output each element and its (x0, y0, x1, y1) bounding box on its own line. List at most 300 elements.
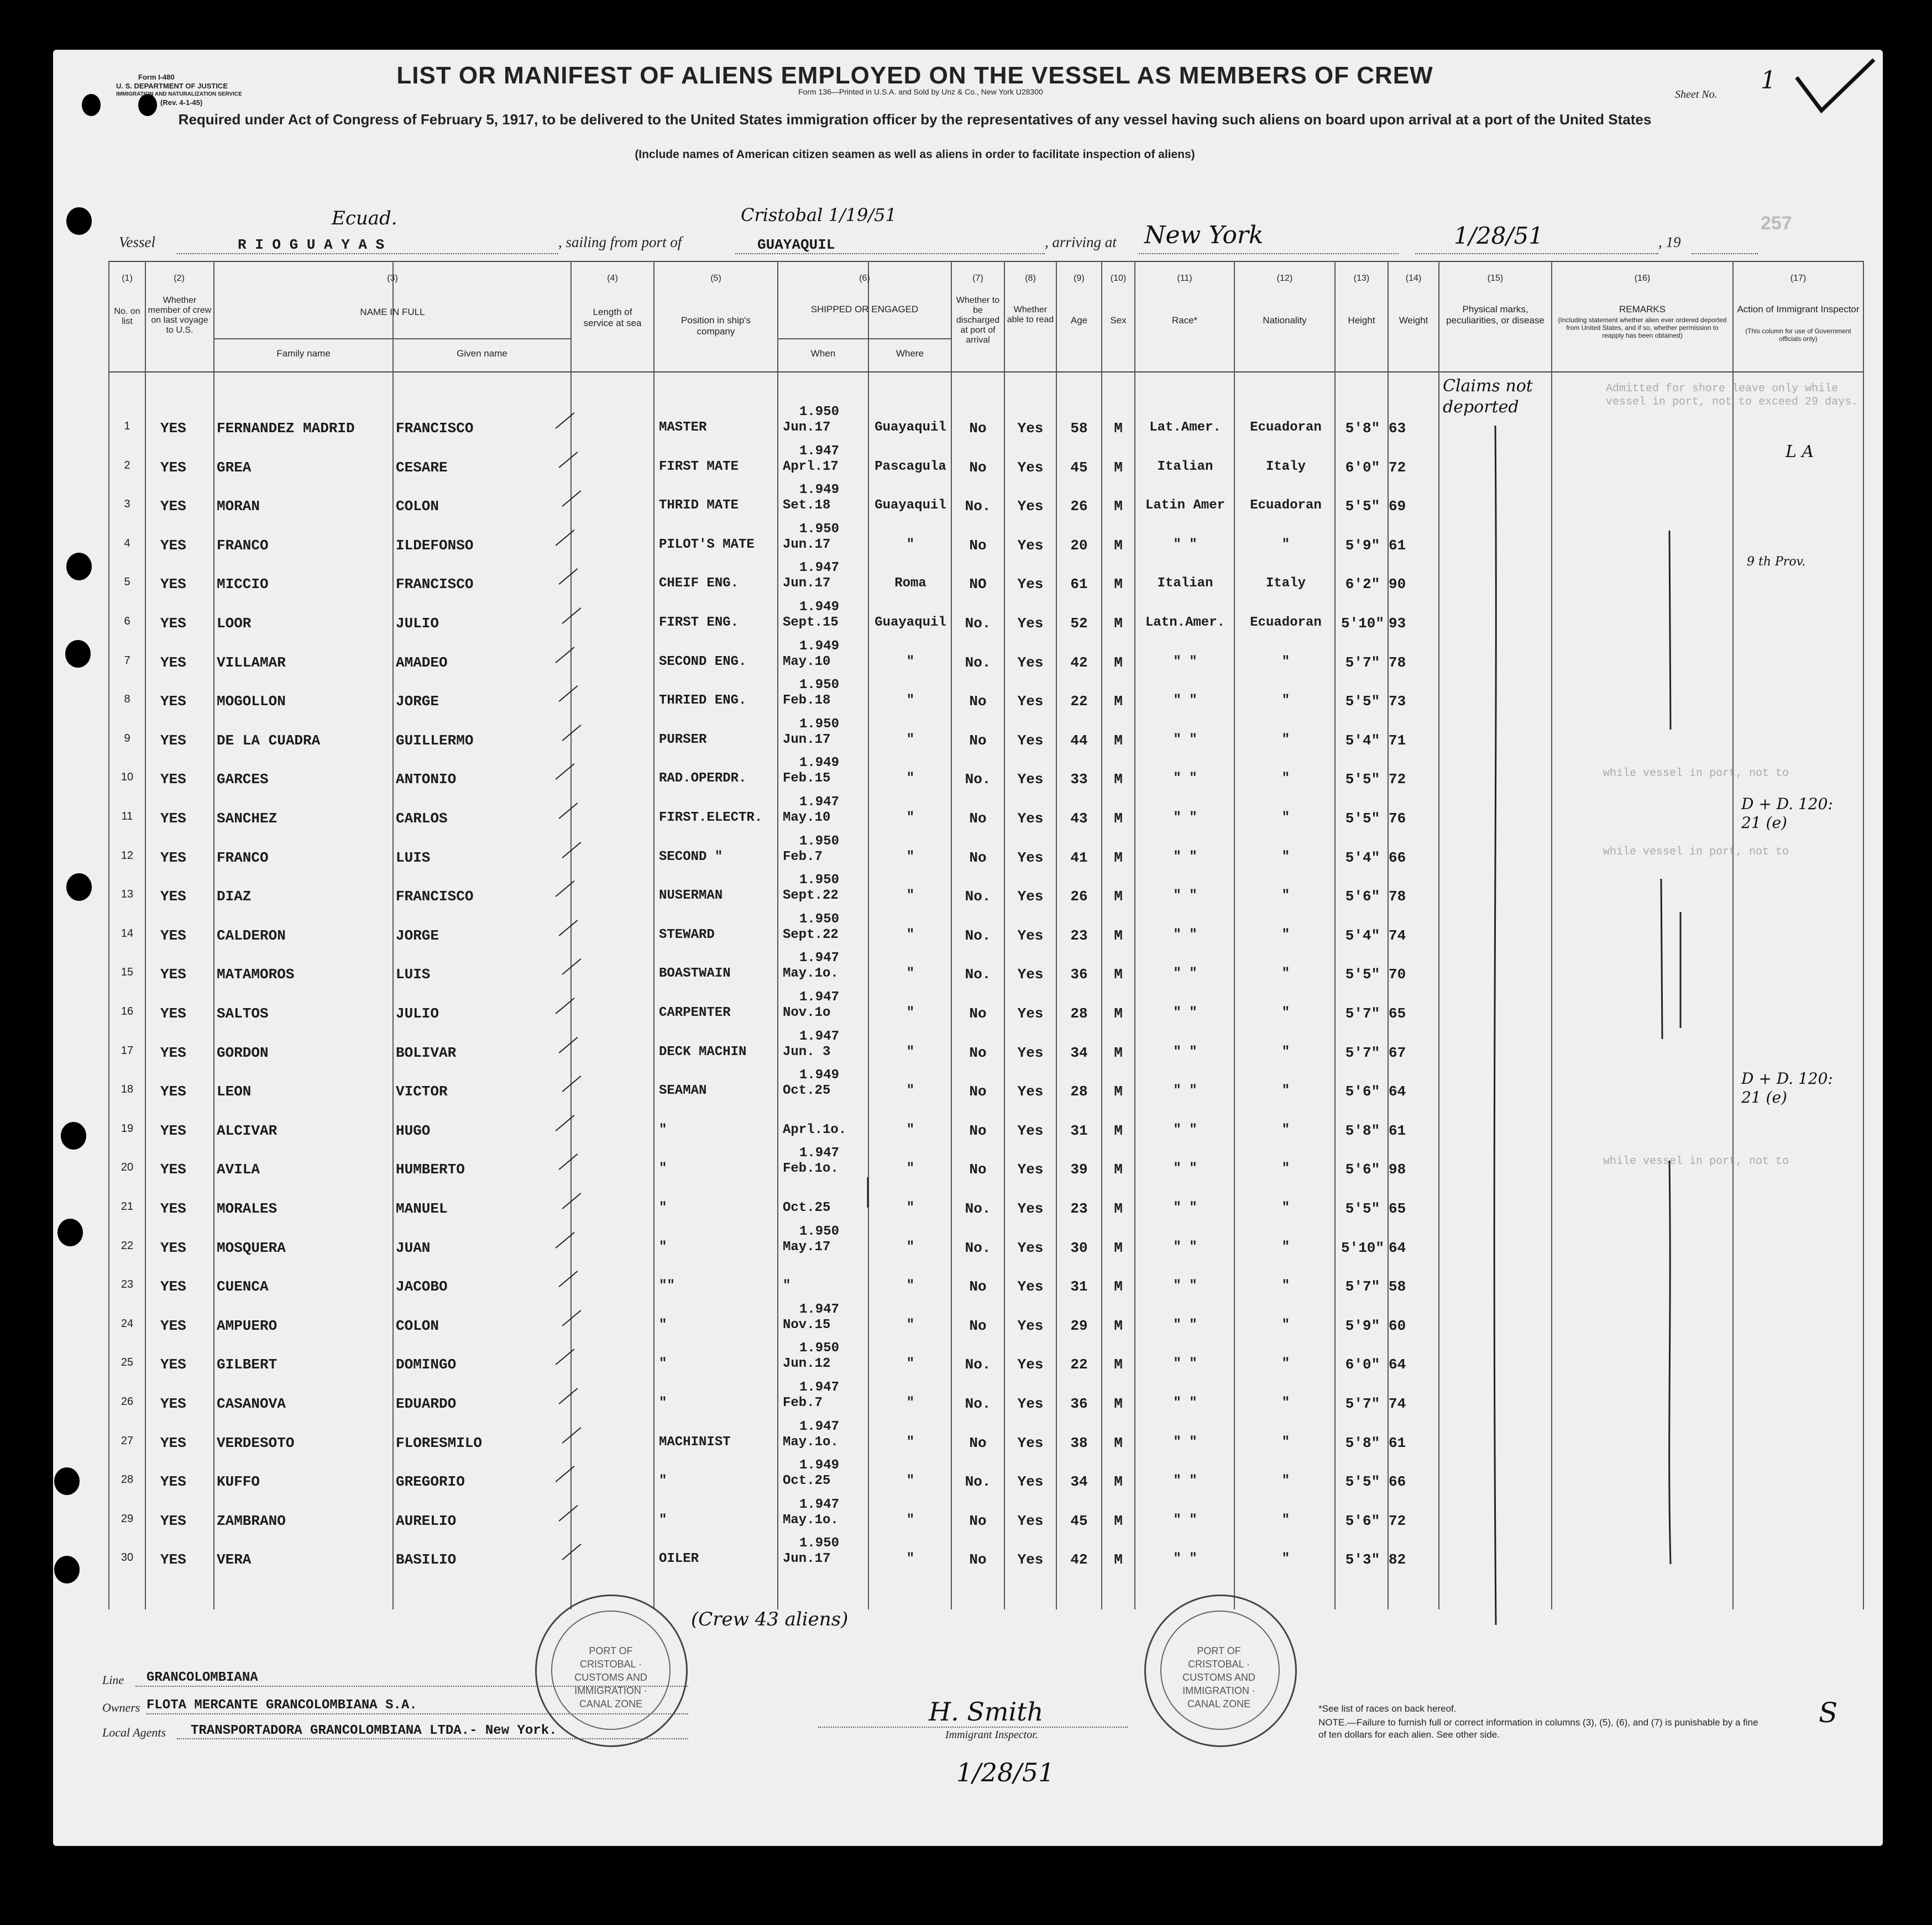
row-where: " (906, 1473, 915, 1489)
row-age: 36 (1070, 1396, 1088, 1412)
row-wt: 66 (1389, 849, 1406, 866)
arrival-date: 1/28/51 (1454, 222, 1543, 249)
row-disch: No (969, 1317, 987, 1334)
col-9-label: Age (1070, 315, 1088, 326)
row-yes: YES (160, 732, 186, 749)
form-number: Form I-480 (138, 73, 175, 81)
row-age: 36 (1070, 966, 1088, 983)
row-yes: YES (160, 1005, 186, 1022)
inspector-label: Immigrant Inspector. (945, 1729, 1038, 1741)
row-sex: M (1114, 1161, 1123, 1178)
row-where: " (906, 732, 915, 747)
row-age: 45 (1070, 459, 1088, 476)
row-sex: M (1114, 1044, 1123, 1061)
row-given: JORGE (396, 693, 439, 710)
row-read: Yes (1017, 1434, 1044, 1451)
row-ht: 6'0" (1345, 1356, 1380, 1373)
row-pos: " (659, 1512, 667, 1528)
row-sex: M (1114, 1551, 1123, 1569)
row-nat: " (1281, 1356, 1290, 1372)
row-year: 1.947 (799, 795, 840, 810)
row-yes: YES (160, 1356, 186, 1373)
row-nat: " (1281, 1434, 1290, 1450)
punch-hole (54, 1556, 80, 1583)
row-yes: YES (160, 654, 186, 671)
row-yes: YES (160, 888, 186, 905)
row-sex: M (1114, 615, 1123, 632)
row-age: 38 (1070, 1434, 1088, 1451)
row-n: 10 (121, 771, 134, 784)
row-family: MOSQUERA (217, 1239, 286, 1256)
row-sex: M (1114, 849, 1123, 866)
row-n: 9 (124, 732, 130, 744)
row-wt: 74 (1389, 927, 1406, 944)
row-where: " (906, 1200, 915, 1215)
col-14-number: (14) (1405, 274, 1422, 283)
department: U. S. DEPARTMENT OF JUSTICE (116, 82, 228, 90)
row-family: VILLAMAR (217, 654, 286, 671)
row-read: Yes (1017, 1396, 1044, 1412)
table-header-rule (108, 371, 1863, 373)
row-read: Yes (1017, 576, 1044, 593)
col-13-label: Height (1348, 315, 1375, 326)
sheet-number: 1 (1761, 66, 1776, 95)
row-wt: 66 (1389, 1473, 1406, 1491)
row-family: ZAMBRANO (217, 1512, 286, 1529)
row-given: VICTOR (396, 1083, 448, 1100)
row-read: Yes (1017, 927, 1044, 944)
bracket-line-icon (1656, 879, 1667, 1045)
row-yes: YES (160, 1278, 186, 1295)
row-n: 27 (121, 1434, 134, 1447)
row-race: " " (1173, 888, 1197, 904)
agents-value: TRANSPORTADORA GRANCOLOMBIANA LTDA.- New York. (191, 1723, 557, 1738)
col-5-label: Position in ship's company (680, 315, 751, 337)
row-sex: M (1114, 771, 1123, 788)
row-pos: BOASTWAIN (659, 966, 731, 982)
row-read: Yes (1017, 459, 1044, 476)
row-disch: No. (965, 1200, 991, 1217)
row-ht: 5'4" (1345, 849, 1380, 866)
row-n: 15 (121, 966, 134, 979)
row-year: 1.947 (799, 443, 840, 459)
row-disch: No (969, 1005, 987, 1022)
row-family: LEON (217, 1083, 252, 1100)
row-age: 34 (1070, 1473, 1088, 1491)
row-year: 1.947 (799, 1497, 840, 1512)
row-when: Oct.25 (783, 1200, 831, 1215)
row-family: CUENCA (217, 1278, 269, 1295)
row-pos: " (659, 1200, 667, 1215)
row-given: MANUEL (396, 1200, 448, 1217)
row-wt: 82 (1389, 1551, 1406, 1569)
row-where: " (906, 1122, 915, 1137)
col-2-label: Whether member of crew on last voyage to U.S. (148, 296, 212, 335)
row-wt: 61 (1389, 1122, 1406, 1139)
row-nat: " (1281, 693, 1290, 709)
row-when: Feb.18 (783, 693, 831, 709)
row-n: 18 (121, 1083, 134, 1096)
row-disch: No (969, 420, 987, 437)
row-where: Guayaquil (875, 615, 946, 630)
row-age: 22 (1070, 693, 1088, 710)
row-age: 28 (1070, 1005, 1088, 1022)
row-read: Yes (1017, 771, 1044, 788)
row-when: Feb.15 (783, 771, 831, 786)
row-yes: YES (160, 1396, 186, 1412)
row-family: DE LA CUADRA (217, 732, 321, 749)
column-rule (145, 261, 146, 1609)
row-read: Yes (1017, 654, 1044, 671)
row-ht: 5'7" (1345, 1396, 1380, 1412)
col-14-label: Weight (1399, 315, 1428, 326)
col-3-number: (3) (387, 274, 398, 283)
row-race: " " (1173, 1434, 1197, 1450)
row-race: " " (1173, 1512, 1197, 1528)
row-ht: 5'6" (1345, 888, 1380, 905)
row-n: 12 (121, 849, 134, 862)
row-where: " (906, 1005, 915, 1020)
row-sex: M (1114, 1239, 1123, 1256)
row-age: 31 (1070, 1278, 1088, 1295)
col-4-number: (4) (607, 274, 618, 283)
row-yes: YES (160, 693, 186, 710)
row-given: CESARE (396, 459, 448, 476)
row-where: " (906, 654, 915, 669)
row-where: " (906, 1551, 915, 1567)
row-year: 1.949 (799, 1068, 840, 1083)
row-sex: M (1114, 927, 1123, 944)
vessel-name: R I O G U A Y A S (238, 237, 385, 253)
row-ht: 5'5" (1345, 966, 1380, 983)
row-ht: 5'9" (1345, 537, 1380, 554)
row-family: SALTOS (217, 1005, 269, 1022)
row-disch: No. (965, 771, 991, 788)
row-when: Aprl.1o. (783, 1122, 847, 1137)
row-when: Jun. 3 (783, 1044, 831, 1059)
row-pos: SECOND " (659, 849, 723, 864)
row-family: VERA (217, 1551, 252, 1569)
row-where: Pascagula (875, 459, 946, 474)
row-pos: " (659, 1161, 667, 1177)
row-yes: YES (160, 1044, 186, 1061)
col-8-number: (8) (1025, 274, 1036, 283)
row-read: Yes (1017, 1239, 1044, 1256)
row-given: LUIS (396, 966, 431, 983)
row-disch: No (969, 537, 987, 554)
vessel-flag: Ecuad. (332, 207, 397, 229)
row-when: May.1o. (783, 1512, 839, 1528)
row-wt: 69 (1389, 498, 1406, 515)
row-age: 58 (1070, 420, 1088, 437)
row-year: 1.950 (799, 833, 840, 849)
crew-count-note: (Crew 43 aliens) (691, 1608, 849, 1630)
row-n: 24 (121, 1317, 134, 1330)
sheet-label: Sheet No. (1675, 88, 1718, 101)
row-ht: 5'8" (1345, 420, 1380, 437)
row-year: 1.950 (799, 873, 840, 888)
row-n: 5 (124, 576, 130, 589)
row-pos: " (659, 1396, 667, 1410)
row-where: " (906, 1044, 915, 1059)
row-age: 45 (1070, 1512, 1088, 1529)
row-nat: Ecuadoran (1250, 615, 1322, 630)
row-given: COLON (396, 1317, 439, 1334)
table-top-rule (108, 261, 1863, 262)
row-given: JULIO (396, 1005, 439, 1022)
row-family: MORAN (217, 498, 260, 515)
row-ht: 6'2" (1345, 576, 1380, 593)
row-family: ALCIVAR (217, 1122, 278, 1139)
col-15-number: (15) (1487, 274, 1504, 283)
row-read: Yes (1017, 1278, 1044, 1295)
remark-shore-leave-3: while vessel in port, not to (1603, 846, 1789, 858)
row-wt: 61 (1389, 537, 1406, 554)
col-3-label: NAME IN FULL (360, 307, 425, 317)
row-nat: " (1281, 849, 1290, 864)
row-given: HUGO (396, 1122, 431, 1139)
row-disch: No (969, 732, 987, 749)
row-when: Sept.15 (783, 615, 839, 630)
row-wt: 63 (1389, 420, 1406, 437)
row-age: 34 (1070, 1044, 1088, 1061)
row-age: 26 (1070, 888, 1088, 905)
dotted-rule (177, 253, 558, 254)
row-family: SANCHEZ (217, 810, 278, 827)
punch-hole (57, 1219, 83, 1246)
row-sex: M (1114, 1317, 1123, 1334)
row-sex: M (1114, 576, 1123, 593)
row-ht: 5'9" (1345, 1317, 1380, 1334)
remark-shore-leave-1: Admitted for shore leave only while vessel in port, not to exceed 29 days. (1606, 382, 1858, 408)
row-year: 1.947 (799, 1029, 840, 1044)
row-n: 11 (121, 810, 133, 822)
row-where: " (906, 1512, 915, 1528)
row-given: BASILIO (396, 1551, 457, 1569)
row-race: Lat.Amer. (1149, 420, 1221, 435)
row-year: 1.950 (799, 405, 840, 419)
row-read: Yes (1017, 888, 1044, 905)
row-given: ILDEFONSO (396, 537, 474, 554)
row-disch: No. (965, 1356, 991, 1373)
row-ht: 5'7" (1345, 654, 1380, 671)
row-ht: 5'4" (1345, 732, 1380, 749)
row-sex: M (1114, 537, 1123, 554)
row-year: 1.950 (799, 678, 840, 693)
page-subtitle: Required under Act of Congress of February 5, 1917, to be delivered to the United States immigration officer by the representatives of any vessel having such aliens on board upon arrival at a port of the United States (178, 111, 1652, 128)
row-age: 29 (1070, 1317, 1088, 1334)
row-ht: 5'6" (1345, 1161, 1380, 1178)
row-family: CALDERON (217, 927, 286, 944)
inspector-note-4: D + D. 120: 21 (e) (1741, 1069, 1833, 1106)
row-family: FERNANDEZ MADRID (217, 420, 355, 437)
punch-hole (66, 553, 92, 580)
row-yes: YES (160, 1161, 186, 1178)
row-pos: MASTER (659, 420, 707, 435)
col-9-number: (9) (1074, 274, 1085, 283)
service: IMMIGRATION AND NATURALIZATION SERVICE (116, 91, 242, 97)
row-family: GARCES (217, 771, 269, 788)
row-n: 4 (124, 537, 130, 549)
row-pos: SEAMAN (659, 1083, 707, 1099)
row-where: " (906, 1356, 915, 1372)
row-read: Yes (1017, 966, 1044, 983)
row-nat: " (1281, 1005, 1290, 1020)
line-value: GRANCOLOMBIANA (146, 1670, 258, 1685)
row-ht: 5'6" (1345, 1512, 1380, 1529)
row-sex: M (1114, 1356, 1123, 1373)
row-given: CARLOS (396, 810, 448, 827)
row-where: " (906, 1083, 915, 1099)
row-age: 22 (1070, 1356, 1088, 1373)
col-1-label: No. on list (114, 307, 140, 326)
row-wt: 60 (1389, 1317, 1406, 1334)
row-wt: 78 (1389, 888, 1406, 905)
row-sex: M (1114, 420, 1123, 437)
dotted-rule (1692, 253, 1758, 254)
row-disch: No. (965, 966, 991, 983)
row-when: Jun.17 (783, 420, 831, 435)
year-label: , 19 (1658, 234, 1681, 250)
row-race: " " (1173, 732, 1197, 747)
arrival-port: New York (1144, 221, 1264, 249)
column-rule (570, 261, 572, 1609)
row-disch: No (969, 459, 987, 476)
col-15-label: Physical marks, peculiarities, or disease (1446, 304, 1544, 326)
row-race: " " (1173, 537, 1197, 552)
row-race: " " (1173, 1044, 1197, 1059)
row-where: Guayaquil (875, 420, 946, 435)
row-year: 1.950 (799, 521, 840, 537)
row-year: 1.947 (799, 990, 840, 1005)
row-nat: " (1281, 1278, 1290, 1294)
row-disch: NO (969, 576, 987, 593)
family-name-header: Family name (276, 348, 331, 359)
row-race: Latn.Amer. (1145, 615, 1226, 630)
col-6-number: (6) (859, 274, 870, 283)
row-disch: No (969, 1512, 987, 1529)
row-year: 1.949 (799, 638, 840, 654)
row-given: JACOBO (396, 1278, 448, 1295)
row-wt: 61 (1389, 1434, 1406, 1451)
row-read: Yes (1017, 1551, 1044, 1569)
row-race: " " (1173, 771, 1197, 786)
row-year: 1.949 (799, 482, 840, 498)
row-when: Feb.1o. (783, 1161, 839, 1177)
dotted-rule (177, 1738, 688, 1739)
row-disch: No (969, 693, 987, 710)
owners-value: FLOTA MERCANTE GRANCOLOMBIANA S.A. (146, 1698, 417, 1713)
row-when: " (783, 1278, 791, 1294)
row-disch: No. (965, 654, 991, 671)
row-ht: 6'0" (1345, 459, 1380, 476)
row-yes: YES (160, 576, 186, 593)
row-age: 42 (1070, 1551, 1088, 1569)
row-race: " " (1173, 927, 1197, 942)
row-yes: YES (160, 849, 186, 866)
row-when: Jun.12 (783, 1356, 831, 1372)
col-16-number: (16) (1634, 274, 1651, 283)
row-when: Aprl.17 (783, 459, 839, 474)
line-label: Line (102, 1673, 124, 1687)
row-nat: " (1281, 888, 1290, 904)
row-family: FRANCO (217, 849, 269, 866)
row-pos: CARPENTER (659, 1005, 731, 1020)
row-pos: FIRST MATE (659, 459, 739, 474)
row-ht: 5'5" (1345, 1200, 1380, 1217)
row-read: Yes (1017, 810, 1044, 827)
row-read: Yes (1017, 1005, 1044, 1022)
row-where: " (906, 849, 915, 864)
dotted-rule (1139, 253, 1399, 254)
row-ht: 5'10" (1341, 615, 1384, 632)
row-read: Yes (1017, 1044, 1044, 1061)
row-nat: " (1281, 1239, 1290, 1255)
row-sex: M (1114, 1083, 1123, 1100)
row-family: MOGOLLON (217, 693, 286, 710)
row-age: 61 (1070, 576, 1088, 593)
row-pos: CHEIF ENG. (659, 576, 739, 591)
row-where: " (906, 1396, 915, 1410)
row-read: Yes (1017, 1083, 1044, 1100)
row-race: " " (1173, 1473, 1197, 1489)
row-where: " (906, 1434, 915, 1450)
row-wt: 71 (1389, 732, 1406, 749)
row-yes: YES (160, 1473, 186, 1491)
row-nat: Ecuadoran (1250, 420, 1322, 435)
row-sex: M (1114, 1200, 1123, 1217)
row-read: Yes (1017, 420, 1044, 437)
row-disch: No. (965, 498, 991, 515)
row-wt: 73 (1389, 693, 1406, 710)
row-read: Yes (1017, 1356, 1044, 1373)
col-1-number: (1) (122, 274, 133, 283)
row-when: May.17 (783, 1239, 831, 1255)
row-disch: No (969, 1551, 987, 1569)
row-given: EDUARDO (396, 1396, 457, 1412)
row-yes: YES (160, 537, 186, 554)
column-rule (653, 261, 655, 1609)
row-year: 1.949 (799, 1458, 840, 1473)
row-wt: 72 (1389, 459, 1406, 476)
remark-shore-leave-2: while vessel in port, not to (1603, 767, 1789, 780)
row-nat: " (1281, 1083, 1290, 1099)
row-wt: 64 (1389, 1083, 1406, 1100)
revision: (Rev. 4-1-45) (160, 98, 203, 107)
row-wt: 78 (1389, 654, 1406, 671)
row-wt: 70 (1389, 966, 1406, 983)
row-disch: No (969, 1434, 987, 1451)
row-disch: No (969, 1083, 987, 1100)
row-wt: 64 (1389, 1239, 1406, 1256)
row-given: FRANCISCO (396, 888, 474, 905)
row-age: 31 (1070, 1122, 1088, 1139)
col-7-number: (7) (972, 274, 983, 283)
row-pos: FIRST.ELECTR. (659, 810, 763, 825)
row-pos: FIRST ENG. (659, 615, 739, 630)
row-year: 1.947 (799, 951, 840, 966)
row-age: 41 (1070, 849, 1088, 866)
row-given: LUIS (396, 849, 431, 866)
port-stamp-right-text: PORT OF CRISTOBAL · CUSTOMS AND IMMIGRATION · CANAL ZONE (1182, 1645, 1255, 1709)
row-family: VERDESOTO (217, 1434, 295, 1451)
row-yes: YES (160, 498, 186, 515)
row-nat: " (1281, 1200, 1290, 1215)
inspector-note-1: L A (1786, 442, 1814, 461)
page-title: LIST OR MANIFEST OF ALIENS EMPLOYED ON THE VESSEL AS MEMBERS OF CREW (396, 62, 1433, 89)
column-rule (1134, 261, 1135, 1609)
row-when: May.1o. (783, 966, 839, 982)
